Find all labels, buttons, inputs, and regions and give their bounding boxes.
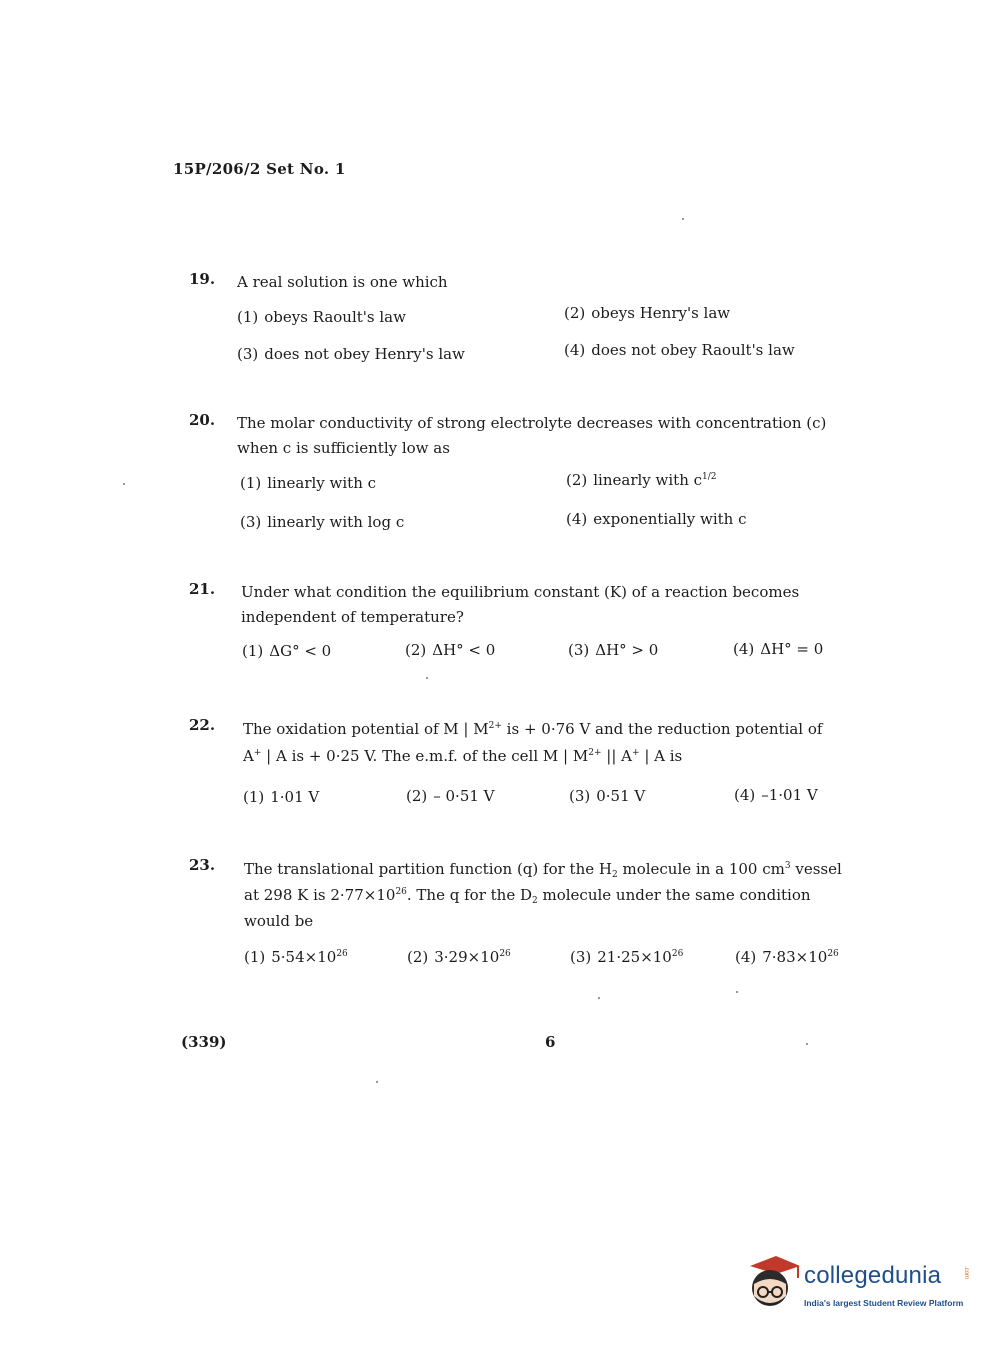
question-superscript: 2+ bbox=[588, 748, 602, 758]
question-text bbox=[244, 856, 924, 934]
question-superscript: + bbox=[253, 748, 262, 758]
question-20 bbox=[189, 411, 919, 471]
question-23 bbox=[189, 856, 919, 941]
option bbox=[735, 948, 839, 966]
option bbox=[406, 787, 495, 805]
logo-wordmark: collegedunia bbox=[804, 1262, 942, 1289]
option bbox=[237, 308, 406, 326]
question-text-part: The translational partition function (q) for the H bbox=[244, 860, 612, 878]
question-number: 22. bbox=[189, 716, 216, 734]
option-number: (3) bbox=[570, 948, 592, 966]
scan-speck bbox=[123, 483, 125, 485]
option-number: (3) bbox=[240, 513, 262, 531]
option-text: ΔG° < 0 bbox=[269, 642, 332, 660]
option bbox=[566, 471, 717, 489]
option-superscript: 26 bbox=[827, 949, 839, 959]
option-text: 21·25×10 bbox=[597, 948, 672, 966]
question-superscript: 2+ bbox=[488, 721, 502, 731]
scan-speck bbox=[682, 218, 684, 220]
option bbox=[407, 948, 511, 966]
question-line: The molar conductivity of strong electrolyte decreases with concentration (c) bbox=[237, 414, 827, 432]
option-number: (2) bbox=[564, 304, 586, 322]
question-line bbox=[243, 743, 923, 770]
question-text-part: | A is bbox=[639, 747, 683, 765]
option-text: 1·01 V bbox=[270, 788, 320, 806]
option-text: linearly with log c bbox=[267, 513, 405, 531]
question-text-part: A bbox=[243, 747, 254, 765]
question-subscript: 2 bbox=[611, 870, 618, 880]
question-superscript: 3 bbox=[784, 861, 791, 871]
question-number: 23. bbox=[189, 856, 216, 874]
option-number: (1) bbox=[243, 788, 265, 806]
option-text: linearly with c bbox=[267, 474, 377, 492]
option-text: 7·83×10 bbox=[762, 948, 828, 966]
option-superscript: 26 bbox=[671, 949, 684, 959]
question-line bbox=[244, 882, 924, 908]
question-line: when c is sufficiently low as bbox=[237, 439, 450, 457]
option-text: obeys Raoult's law bbox=[264, 308, 406, 326]
option-superscript: 26 bbox=[336, 949, 348, 959]
option bbox=[237, 345, 465, 363]
scan-speck bbox=[806, 1043, 808, 1045]
option-number: (4) bbox=[735, 948, 757, 966]
question-subscript: 2 bbox=[532, 896, 538, 906]
option bbox=[734, 786, 818, 804]
option-number: (2) bbox=[407, 948, 429, 966]
logo-tagline: India's largest Student Review Platform bbox=[804, 1298, 964, 1308]
option bbox=[242, 642, 331, 660]
question-text: A real solution is one which bbox=[237, 273, 448, 291]
option-superscript: 1/2 bbox=[702, 472, 717, 482]
option bbox=[570, 948, 683, 966]
option bbox=[568, 641, 658, 659]
option-text: –1·01 V bbox=[761, 786, 818, 804]
question-21 bbox=[189, 580, 919, 640]
option-text: 5·54×10 bbox=[271, 948, 337, 966]
option-text: ΔH° > 0 bbox=[595, 641, 659, 659]
option-text: does not obey Henry's law bbox=[264, 345, 465, 363]
question-text-part: The oxidation potential of M | M bbox=[243, 720, 489, 738]
question-text bbox=[237, 411, 917, 461]
question-line: independent of temperature? bbox=[241, 608, 464, 626]
question-number: 19. bbox=[189, 270, 216, 288]
scan-speck bbox=[376, 1081, 378, 1083]
option-number: (4) bbox=[733, 640, 755, 658]
option-text: ΔH° < 0 bbox=[432, 641, 496, 659]
option-number: (3) bbox=[569, 787, 591, 805]
question-text-part: molecule under the same condition bbox=[537, 886, 811, 904]
option-number: (2) bbox=[566, 471, 588, 489]
question-text-part: vessel bbox=[790, 860, 842, 878]
option-text: 0·51 V bbox=[596, 787, 646, 805]
page-number: 6 bbox=[545, 1033, 556, 1051]
question-number: 21. bbox=[189, 580, 216, 598]
question-text-part: . The q for the D bbox=[406, 886, 532, 904]
option-text: – 0·51 V bbox=[433, 787, 495, 805]
option-text: linearly with c bbox=[593, 471, 703, 489]
option bbox=[405, 641, 495, 659]
logo-domain: .com bbox=[963, 1266, 969, 1280]
question-text-part: is + 0·76 V and the reduction potential of bbox=[501, 720, 823, 738]
option bbox=[733, 640, 823, 658]
option-number: (4) bbox=[734, 786, 756, 804]
paper-code: 15P/206/2 Set No. 1 bbox=[173, 160, 346, 178]
option bbox=[243, 788, 319, 806]
question-22 bbox=[189, 716, 919, 776]
option bbox=[240, 474, 376, 492]
option-number: (2) bbox=[405, 641, 427, 659]
option-number: (3) bbox=[568, 641, 590, 659]
question-text-part: at 298 K is 2·77×10 bbox=[244, 886, 396, 904]
question-text bbox=[241, 580, 921, 630]
option-number: (1) bbox=[237, 308, 259, 326]
option-text: exponentially with c bbox=[593, 510, 747, 528]
question-line: Under what condition the equilibrium constant (K) of a reaction becomes bbox=[241, 583, 800, 601]
option-number: (1) bbox=[242, 642, 264, 660]
question-line bbox=[244, 856, 924, 882]
option-text: 3·29×10 bbox=[434, 948, 500, 966]
option bbox=[569, 787, 645, 805]
option-number: (4) bbox=[564, 341, 586, 359]
option bbox=[240, 513, 404, 531]
paper-serial-code: (339) bbox=[181, 1033, 227, 1051]
option bbox=[566, 510, 747, 528]
question-text-part: molecule in a 100 cm bbox=[617, 860, 785, 878]
option-number: (2) bbox=[406, 787, 428, 805]
option-number: (3) bbox=[237, 345, 259, 363]
question-line bbox=[243, 716, 923, 743]
question-superscript: 26 bbox=[395, 887, 407, 897]
question-text bbox=[243, 716, 923, 770]
scan-speck bbox=[736, 991, 738, 993]
mascot-icon bbox=[742, 1252, 802, 1314]
question-text-part: || A bbox=[601, 747, 632, 765]
option bbox=[564, 341, 795, 359]
option-number: (1) bbox=[244, 948, 266, 966]
scan-speck bbox=[426, 677, 428, 679]
option bbox=[244, 948, 348, 966]
question-number: 20. bbox=[189, 411, 216, 429]
option-number: (1) bbox=[240, 474, 262, 492]
question-superscript: + bbox=[632, 748, 640, 758]
option-text: does not obey Raoult's law bbox=[591, 341, 795, 359]
option-number: (4) bbox=[566, 510, 588, 528]
option-text: obeys Henry's law bbox=[591, 304, 731, 322]
question-text-part: | A is + 0·25 V. The e.m.f. of the cell M | M bbox=[261, 747, 589, 765]
question-line: would be bbox=[244, 912, 314, 930]
option-superscript: 26 bbox=[499, 949, 511, 959]
scan-speck bbox=[598, 997, 600, 999]
option bbox=[564, 304, 730, 322]
option-text: ΔH° = 0 bbox=[760, 640, 824, 658]
collegedunia-logo bbox=[742, 1252, 972, 1322]
